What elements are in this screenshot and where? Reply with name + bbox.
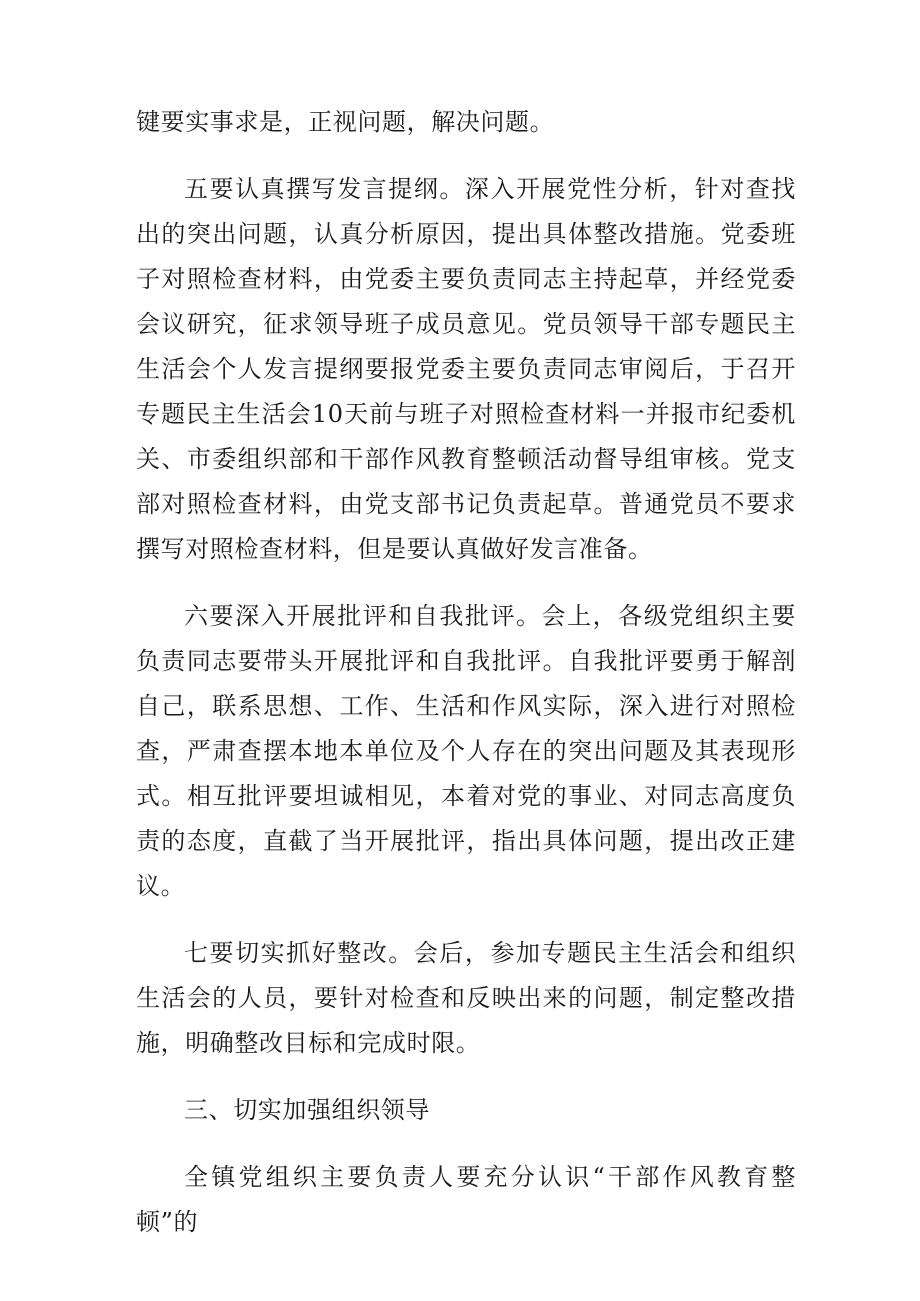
paragraph-item-six: 六要深入开展批评和自我批评。会上，各级党组织主要负责同志要带头开展批评和自我批评。自我批评要勇于解剖自己，联系思想、工作、生活和作风实际，深入进行对照检查，严肃查摆本地本单位及个人存在的突出问题及其表现形式。相互批评要坦诚相见，本着对党的事业、对同志高度负责的态度，直截了当开展批评，指出具体问题，提出改正建议。	[136, 602, 796, 900]
paragraph-item-five: 五要认真撰写发言提纲。深入开展党性分析，针对查找出的突出问题，认真分析原因，提出具体整改措施。党委班子对照检查材料，由党委主要负责同志主持起草，并经党委会议研究，征求领导班子成员意见。党员领导干部专题民主生活会个人发言提纲要报党委主要负责同志审阅后，于召开专题民主生活会10天前与班子对照检查材料一并报市纪委机关、市委组织部和干部作风教育整顿活动督导组审核。党支部对照检查材料，由党支部书记负责起草。普通党员不要求撰写对照检查材料，但是要认真做好发言准备。	[136, 175, 796, 563]
paragraph-continuation: 键要实事求是，正视问题，解决问题。	[136, 108, 555, 136]
paragraph-item-seven: 七要切实抓好整改。会后，参加专题民主生活会和组织生活会的人员，要针对检查和反映出来的问题，制定整改措施，明确整改目标和完成时限。	[136, 939, 796, 1057]
section-heading-three: 三、切实加强组织领导	[184, 1096, 430, 1124]
paragraph-section-three-body: 全镇党组织主要负责人要充分认识“干部作风教育整顿”的	[136, 1163, 796, 1236]
document-page	[136, 100, 796, 1267]
